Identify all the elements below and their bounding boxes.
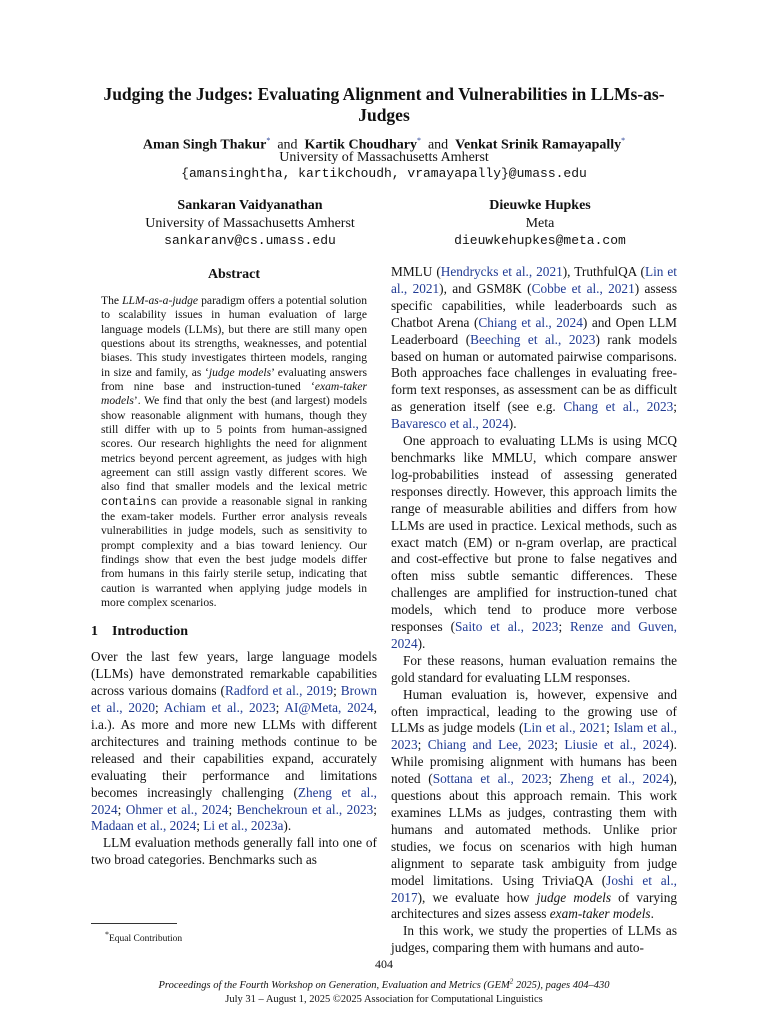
citation-link[interactable]: Hendrycks et al., 2021 (440, 264, 563, 279)
citation-link[interactable]: Achiam et al., 2023 (163, 700, 276, 716)
footnote-mark: * (105, 930, 109, 939)
author-name: Aman Singh Thakur (142, 137, 267, 153)
section-number: 1 (91, 624, 98, 640)
paragraph: For these reasons, human evaluation remains the gold standard for evaluating LLM responses. (391, 652, 677, 685)
citation-link[interactable]: Lin et al., 2021 (391, 264, 678, 296)
footer-date: July 31 – August 1, 2025 ©2025 Association for Computational Linguistics (225, 993, 543, 1005)
section-heading (91, 624, 377, 641)
author-block-right (400, 197, 680, 250)
abstract-heading: Abstract (207, 267, 261, 282)
emphasis: exam-taker models (101, 379, 367, 408)
author-name: Sankaran Vaidyanathan (177, 198, 323, 213)
author-connector: and (277, 137, 298, 153)
citation-link[interactable]: Lin et al., 2021 (523, 720, 607, 736)
citation-link[interactable]: Joshi et al., 2017 (391, 872, 677, 905)
paragraph: In this work, we study the properties of LLMs as judges, comparing them with humans and auto- (391, 923, 677, 956)
section-title: Introduction (112, 624, 188, 640)
citation-link[interactable]: Li et al., 2023a (203, 818, 284, 834)
author-emails: {amansinghtha, kartikchoudh, vramayapally}@umass.edu (181, 166, 587, 181)
citation-link[interactable]: Madaan et al., 2024 (91, 818, 197, 834)
author-name: Dieuwke Hupkes (489, 198, 591, 213)
citation-link[interactable]: Saito et al., 2023 (455, 619, 559, 635)
footer-pages: 2025), pages 404–430 (513, 979, 610, 991)
equal-contribution-mark: * (266, 136, 271, 145)
footer-venue-sup: 2 (509, 977, 514, 985)
citation-link[interactable]: Bavaresco et al., 2024 (391, 416, 509, 432)
author-block-left (120, 197, 380, 250)
emphasis: LLM-as-a-judge (122, 293, 199, 307)
citation-link[interactable]: Liusie et al., 2024 (564, 737, 670, 753)
citation-link[interactable]: AI@Meta, 2024 (284, 700, 374, 716)
citation-link[interactable]: Islam et al., 2023 (391, 720, 677, 753)
author-email: sankaranv@cs.umass.edu (164, 233, 336, 248)
paragraph: MMLU (Hendrycks et al., 2021), TruthfulQA (Lin et al., 2021), and GSM8K (Cobbe et al., 2021) assess specific capabilities, while leaderboards such as Chatbot Arena (Chiang et al., 2024) and Open LLM Leaderboard (Beeching et al., 2023) rank models based on human or automated pairwise comparisons. Both approaches face challenges in evaluating free-form text responses, as assessment can be as difficult as generation itself (see e.g. Chang et al., 2023; Bavaresco et al., 2024). (391, 264, 678, 432)
paper-title: Judging the Judges: Evaluating Alignment and Vulnerabilities in LLMs-as-Judges (103, 84, 665, 125)
paragraph: LLM evaluation methods generally fall into one of two broad categories. Benchmarks such as (91, 835, 377, 868)
citation-link[interactable]: Benchekroun et al., 2023 (236, 801, 374, 817)
author-email: dieuwkehupkes@meta.com (454, 233, 626, 248)
citation-link[interactable]: Beeching et al., 2023 (470, 331, 596, 347)
footnote-text: Equal Contribution (109, 934, 183, 945)
abstract-text: The LLM-as-a-judge paradigm offers a potential solution to scalability issues in human evaluation of large language models (LLMs), but there are still many open questions about its strengths, weaknesses, and potential biases. This study investigates thirteen models, ranging in size and family, as ‘judge models’ evaluating answers from nine base and instruction-tuned ‘exam-taker models’. We find that only the best (and largest) models show reasonable alignment with humans, though they still differ with up to 5 points from human-assigned scores. Our research highlights the need for alignment metrics beyond percent agreement, as judges with high agreement can still assign vastly different scores. We also find that smaller models and the lexical metric contains can provide a reasonable signal in ranking the exam-taker models. Further error analysis reveals vulnerabilities in judge models, such as sensitivity to prompt complexity and a bias toward leniency. Our findings show that even the best judge models differ from humans in this fairly sterile setup, indicating that caution is warranted when applying judge models in more complex scenarios. (101, 293, 367, 610)
author-name: Kartik Choudhary (304, 137, 417, 153)
citation-link[interactable]: Chang et al., 2023 (563, 399, 674, 415)
footnote (105, 929, 182, 945)
emphasis: judge models (536, 889, 612, 905)
equal-contribution-mark: * (416, 136, 421, 145)
citation-link[interactable]: Zheng et al., 2024 (559, 771, 670, 787)
citation-link[interactable]: Chiang et al., 2024 (478, 314, 583, 330)
author-name: Venkat Srinik Ramayapally (455, 137, 622, 153)
author-affiliation: Meta (525, 215, 555, 231)
citation-link[interactable]: Ohmer et al., 2024 (125, 801, 229, 817)
code-term: contains (101, 495, 157, 509)
citation-link[interactable]: Brown et al., 2020 (91, 683, 377, 716)
paragraph: Human evaluation is, however, expensive and often impractical, leading to the growing use of LLMs as judge models (Lin et al., 2021; Islam et al., 2023; Chiang and Lee, 2023; Liusie et al., 2024). While promising alignment with humans has been noted (Sottana et al., 2023; Zheng et al., 2024), questions about this approach remain. This work examines LLMs as judges, contrasting them with humans and automated methods. Unlike prior studies, we focus on scenarios with high human alignment to separate task ambiguity from judge model limitations. Using TriviaQA (Joshi et al., 2017), we evaluate how judge models of varying architectures and sizes assess exam-taker models. (391, 686, 678, 922)
paragraph: One approach to evaluating LLMs is using MCQ benchmarks like MMLU, which compare answer log-probabilities instead of assessing generated responses directly. However, this approach limits the range of measurable abilities and differs from how LLMs are used in practice. Lexical methods, such as exact match (EM) or n-gram overlap, are practical and cost-effective but prone to false negatives and often miss subtle semantic differences. These challenges are amplified for instruction-tuned chat models, which tend to produce more verbose responses (Saito et al., 2023; Renze and Guven, 2024). (391, 433, 677, 651)
citation-link[interactable]: Renze and Guven, 2024 (391, 619, 677, 651)
author-connector: and (427, 137, 449, 153)
equal-contribution-mark: * (621, 136, 626, 145)
citation-link[interactable]: Chiang and Lee, 2023 (427, 737, 555, 753)
proceedings-footer (0, 974, 768, 1007)
footnote-rule (91, 923, 177, 924)
emphasis: judge models (208, 365, 272, 379)
emphasis: exam-taker models (549, 906, 651, 922)
author-affiliation: University of Massachusetts Amherst (145, 215, 355, 231)
right-column (391, 264, 677, 957)
citation-link[interactable]: Radford et al., 2019 (224, 683, 334, 699)
footer-venue: Proceedings of the Fourth Workshop on Generation, Evaluation and Metrics (GEM (158, 979, 510, 991)
citation-link[interactable]: Cobbe et al., 2021 (531, 280, 635, 296)
page-number: 404 (375, 957, 393, 971)
left-column (91, 264, 377, 869)
paragraph: Over the last few years, large language models (LLMs) have demonstrated remarkable capabilities across various domains (Radford et al., 2019; Brown et al., 2020; Achiam et al., 2023; AI@Meta, 2024, i.a.). As more and more new LLMs with different architectures and training methods continue to be released and their capabilities expand, accurately evaluating their performance and limitations becomes increasingly challenging (Zheng et al., 2024; Ohmer et al., 2024; Benchekroun et al., 2023; Madaan et al., 2024; Li et al., 2023a). (91, 649, 378, 834)
author-affiliation: University of Massachusetts Amherst (279, 150, 489, 165)
citation-link[interactable]: Sottana et al., 2023 (432, 771, 549, 787)
citation-link[interactable]: Zheng et al., 2024 (91, 784, 378, 817)
